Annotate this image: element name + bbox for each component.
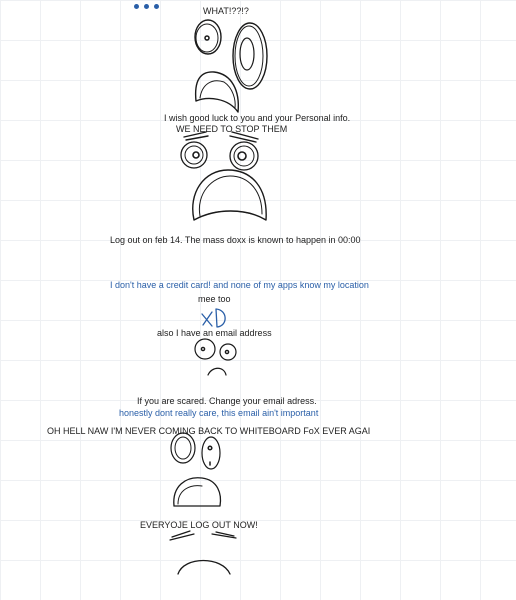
menu-dot — [154, 4, 159, 9]
text-note-no-credit-card[interactable]: I don't have a credit card! and none of my apps know my location — [110, 280, 369, 290]
menu-dot — [134, 4, 139, 9]
text-note-log-out-now[interactable]: EVERYOJE LOG OUT NOW! — [140, 520, 258, 530]
surprised-face-drawing[interactable] — [188, 16, 278, 116]
frowning-face-drawing[interactable] — [168, 428, 230, 510]
text-note-good-luck[interactable]: I wish good luck to you and your Personal info. — [164, 113, 351, 123]
more-menu-icon[interactable] — [134, 4, 159, 9]
worried-face-drawing[interactable] — [168, 528, 244, 578]
text-note-what[interactable]: WHAT!??!? — [203, 6, 249, 16]
shocked-face-drawing[interactable] — [176, 128, 286, 228]
menu-dot — [144, 4, 149, 9]
text-note-dont-care[interactable]: honestly dont really care, this email ain't important — [119, 408, 319, 418]
text-note-stop-them[interactable]: WE NEED TO STOP THEM — [176, 124, 288, 134]
text-note-email-address[interactable]: also I have an email address — [157, 328, 272, 338]
handwritten-xd-drawing[interactable] — [200, 306, 230, 330]
text-note-change-email[interactable]: If you are scared. Change your email adress. — [137, 396, 317, 406]
text-note-never-coming-back[interactable]: OH HELL NAW I'M NEVER COMING BACK TO WHITEBOARD FoX EVER AGAI — [47, 426, 371, 436]
small-face-drawing[interactable] — [192, 338, 242, 378]
text-note-log-out-feb[interactable]: Log out on feb 14. The mass doxx is known to happen in 00:00 — [110, 235, 361, 245]
text-note-mee-too[interactable]: mee too — [198, 294, 231, 304]
